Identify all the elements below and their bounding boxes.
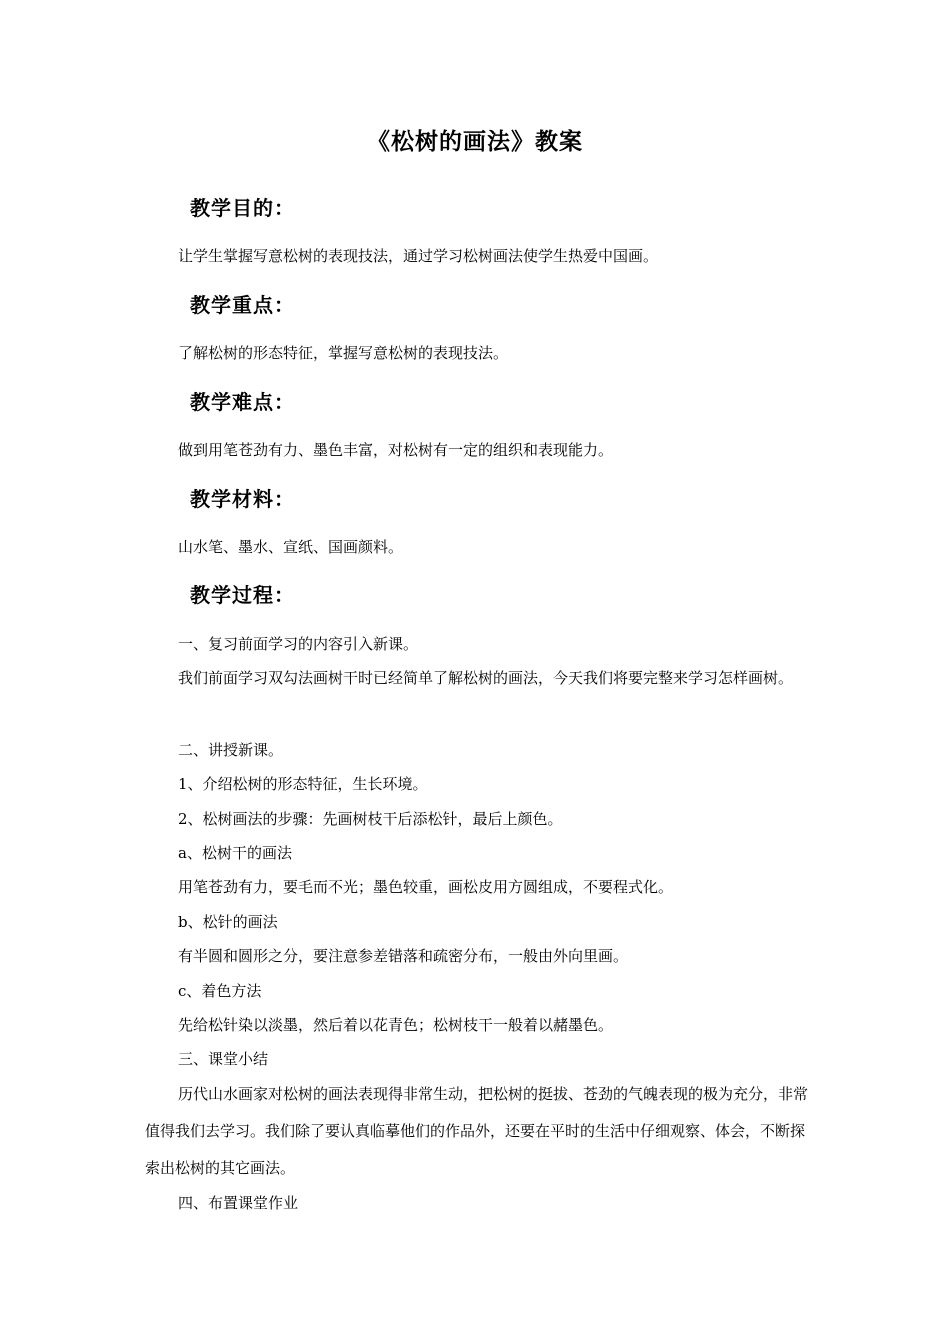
heading-process: 教学过程：	[190, 583, 295, 607]
heading-teaching-purpose: 教学目的：	[190, 196, 295, 220]
process-line: 先给松针染以淡墨，然后着以花青色；松树枝干一般着以赭墨色。	[178, 1016, 614, 1034]
process-line: 二、讲授新课。	[178, 741, 284, 759]
process-line: 用笔苍劲有力，要毛而不光；墨色较重，画松皮用方圆组成，不要程式化。	[178, 878, 674, 896]
process-line: 2、松树画法的步骤：先画树枝干后添松针，最后上颜色。	[178, 810, 563, 828]
process-line: 1、介绍松树的形态特征，生长环境。	[178, 775, 428, 793]
heading-key-points: 教学重点：	[190, 293, 295, 317]
process-line: 四、布置课堂作业	[178, 1194, 299, 1212]
heading-difficulties: 教学难点：	[190, 390, 295, 414]
paragraph-key-points: 了解松树的形态特征，掌握写意松树的表现技法。	[178, 344, 509, 362]
process-line: 三、课堂小结	[178, 1050, 269, 1068]
process-line: b、松针的画法	[178, 913, 278, 931]
heading-materials: 教学材料：	[190, 487, 295, 511]
process-line: c、着色方法	[178, 982, 262, 1000]
process-paragraph: 我们前面学习双勾法画树干时已经简单了解松树的画法，今天我们将要完整来学习怎样画树。	[178, 669, 794, 687]
paragraph-materials: 山水笔、墨水、宣纸、国画颜料。	[178, 538, 404, 556]
paragraph-teaching-purpose: 让学生掌握写意松树的表现技法，通过学习松树画法使学生热爱中国画。	[178, 247, 659, 265]
document-title: 《松树的画法》教案	[367, 128, 583, 155]
paragraph-difficulties: 做到用笔苍劲有力、墨色丰富，对松树有一定的组织和表现能力。	[178, 441, 614, 459]
process-line: 有半圆和圆形之分，要注意参差错落和疏密分布，一般由外向里画。	[178, 947, 629, 965]
process-line: a、松树干的画法	[178, 844, 292, 862]
process-line: 一、复习前面学习的内容引入新课。	[178, 635, 419, 653]
process-paragraph: 历代山水画家对松树的画法表现得非常生动，把松树的挺拔、苍劲的气魄表现的极为充分，非常值得我们去学习。我们除了要认真临摹他们的作品外，还要在平时的生活中仔细观察、体会，不断探索出松树的其它画法。	[145, 1085, 809, 1177]
